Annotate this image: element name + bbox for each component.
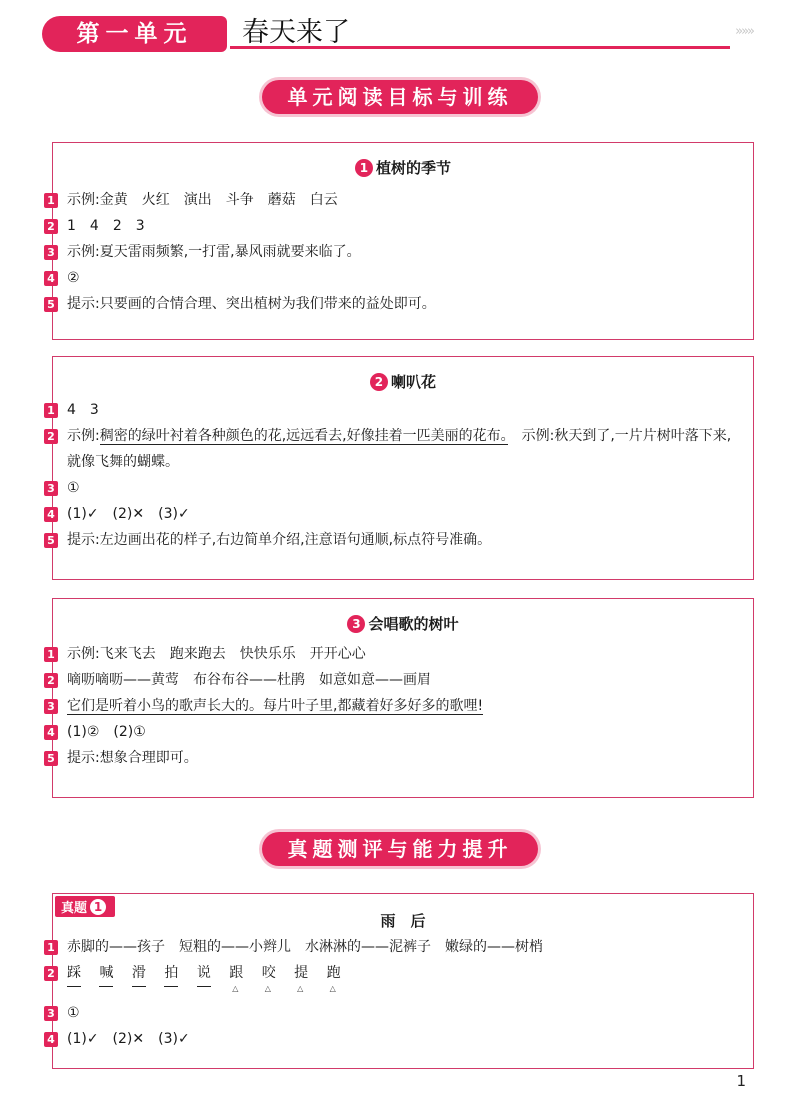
question-number: 4 [44, 271, 58, 286]
question-number: 3 [44, 481, 58, 496]
char-item: 踩 [67, 960, 81, 987]
question-number: 2 [44, 219, 58, 234]
answer-row: 2 1 4 2 3 [53, 213, 753, 239]
answer-row: 3 示例:夏天雷雨频繁,一打雷,暴风雨就要来临了。 [53, 239, 753, 265]
question-number: 2 [44, 673, 58, 688]
question-number: 5 [44, 297, 58, 312]
reading-banner: 单元阅读目标与训练 [262, 80, 538, 114]
answer-row: 3 ① [53, 475, 753, 501]
lesson3-answers [47, 641, 753, 771]
answer-row: 3 它们是听着小鸟的歌声长大的。每片叶子里,都藏着好多好多的歌哩! [53, 693, 753, 719]
lesson-number-icon: 1 [355, 159, 373, 177]
answer-row: 5 提示:想象合理即可。 [53, 745, 753, 771]
answer-row: 2 示例:稠密的绿叶衬着各种颜色的花,远远看去,好像挂着一匹美丽的花布。 示例:秋天到了,一片片树叶落下来,就像飞舞的蝴蝶。 [53, 423, 753, 475]
answer-row: 4 (1)✓ (2)✕ (3)✓ [53, 1026, 753, 1052]
answer-row: 1 赤脚的——孩子 短粗的——小辫儿 水淋淋的——泥裤子 嫩绿的——树梢 [53, 934, 753, 960]
question-number: 2 [44, 429, 58, 444]
question-number: 3 [44, 699, 58, 714]
answer-row [47, 960, 753, 1000]
char-item: 喊 [99, 960, 113, 987]
answer-row: 4 ② [53, 265, 753, 291]
answer-row: 5 提示:只要画的合情合理、突出植树为我们带来的益处即可。 [53, 291, 753, 317]
lesson1-title: 1 植树的季节 [53, 157, 753, 179]
answer-row: 4 (1)✓ (2)✕ (3)✓ [53, 501, 753, 527]
lesson2-answers [47, 397, 753, 553]
question-number: 5 [44, 533, 58, 548]
question-number: 1 [44, 647, 58, 662]
lesson3-box [47, 598, 754, 798]
answer-row: 1 示例:金黄 火红 演出 斗争 蘑菇 白云 [53, 187, 753, 213]
test1-title: 雨 后 [380, 912, 426, 930]
char-item: 咬 △ [262, 960, 276, 986]
question-number: 3 [44, 245, 58, 260]
test1-box [47, 893, 754, 1069]
unit-title: 春天来了 [242, 17, 350, 48]
char-item: 拍 [164, 960, 178, 987]
question-number: 4 [44, 725, 58, 740]
lesson2-title: 2 喇叭花 [53, 371, 753, 393]
lesson1-box [47, 142, 754, 340]
question-number: 1 [44, 940, 58, 955]
question-number: 3 [44, 1006, 58, 1021]
question-number: 1 [44, 193, 58, 208]
question-number: 2 [44, 966, 58, 981]
test-banner: 真题测评与能力提升 [262, 832, 538, 866]
answer-row: 2 嘀呖嘀呖——黄莺 布谷布谷——杜鹃 如意如意——画眉 [53, 667, 753, 693]
lesson1-answers [47, 187, 753, 317]
test1-answers [47, 934, 753, 1052]
char-item: 滑 [132, 960, 146, 987]
lesson-number-icon: 3 [347, 615, 365, 633]
answer-row: 4 (1)② (2)① [53, 719, 753, 745]
question-number: 4 [44, 1032, 58, 1047]
lesson2-box [47, 356, 754, 580]
answer-row: 5 提示:左边画出花的样子,右边简单介绍,注意语句通顺,标点符号准确。 [53, 527, 753, 553]
question-number: 1 [44, 403, 58, 418]
char-item: 跑 △ [327, 960, 341, 986]
lesson3-title: 3 会唱歌的树叶 [53, 613, 753, 635]
unit-badge: 第一单元 [42, 16, 227, 52]
exam-number-icon: 1 [90, 899, 106, 915]
unit-header [40, 14, 755, 54]
exam-tag: 真题 1 [55, 896, 115, 917]
answer-row: 3 ① [53, 1000, 753, 1026]
char-item: 提 △ [294, 960, 308, 986]
char-item: 跟 △ [229, 960, 243, 986]
char-item: 说 [197, 960, 211, 987]
question-number: 4 [44, 507, 58, 522]
page-number: 1 [736, 1072, 746, 1090]
answer-row: 1 示例:飞来飞去 跑来跑去 快快乐乐 开开心心 [53, 641, 753, 667]
question-number: 5 [44, 751, 58, 766]
answer-row: 1 4 3 [53, 397, 753, 423]
chevrons-icon: »»» [735, 24, 753, 39]
lesson-number-icon: 2 [370, 373, 388, 391]
